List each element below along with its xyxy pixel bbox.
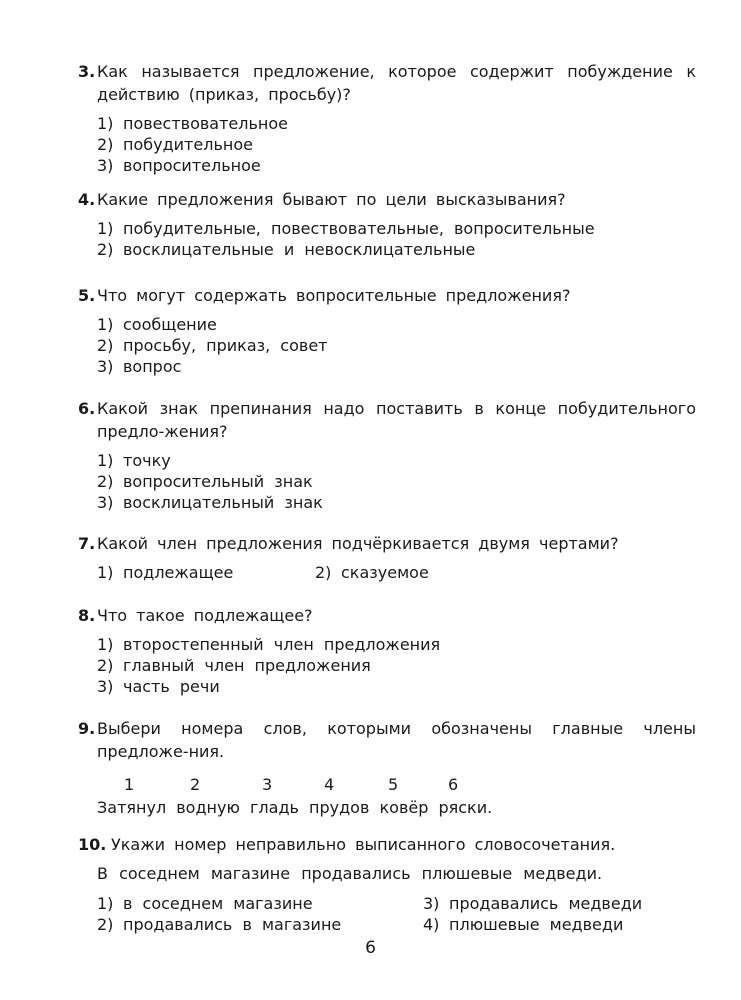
option[interactable]: 2) побудительное <box>97 135 253 154</box>
option[interactable]: 3) часть речи <box>97 677 220 696</box>
question-text: 10. Укажи номер неправильно выписанного словосочетания. <box>78 835 616 854</box>
word-number: 6 <box>448 775 459 794</box>
question-6 <box>78 397 696 513</box>
word-numbers <box>78 775 696 797</box>
question-text: 9. Выбери номера слов, которыми обозначены главные члены предложе-ния. <box>78 719 696 761</box>
word-number: 3 <box>262 775 273 794</box>
question-8 <box>78 604 696 697</box>
options-list <box>78 113 696 176</box>
option[interactable]: 1) точку <box>97 451 171 470</box>
word-number: 4 <box>324 775 335 794</box>
option[interactable]: 2) главный член предложения <box>97 656 371 675</box>
question-7 <box>78 532 696 583</box>
option[interactable]: 1) подлежащее <box>97 563 234 582</box>
option[interactable]: 3) продавались медведи <box>423 894 643 913</box>
question-number: 10. <box>78 835 107 854</box>
option[interactable]: 2) продавались в магазине <box>97 915 342 934</box>
question-number: 3. <box>78 62 96 81</box>
options-list <box>78 893 696 935</box>
question-10 <box>78 833 696 935</box>
option[interactable]: 2) вопросительный знак <box>97 472 313 491</box>
question-text: 7. Какой член предложения подчёркивается двумя чертами? <box>78 534 619 553</box>
question-number: 7. <box>78 534 96 553</box>
word-number: 5 <box>388 775 399 794</box>
option[interactable]: 3) вопрос <box>97 357 182 376</box>
options-list <box>78 450 696 513</box>
question-9 <box>78 717 696 819</box>
options-list <box>78 562 696 583</box>
question-number: 4. <box>78 190 96 209</box>
option[interactable]: 1) сообщение <box>97 315 217 334</box>
question-text: 3. Как называется предложение, которое содержит побуждение к действию (приказ, просьбу)? <box>78 62 696 104</box>
option[interactable]: 3) вопросительное <box>97 156 261 175</box>
question-text: 6. Какой знак препинания надо поставить в конце побудительного предло-жения? <box>78 399 696 441</box>
question-number: 5. <box>78 286 96 305</box>
option[interactable]: 2) восклицательные и невосклицательные <box>97 240 476 259</box>
question-number: 8. <box>78 606 96 625</box>
option[interactable]: 2) просьбу, приказ, совет <box>97 336 328 355</box>
option[interactable]: 4) плюшевые медведи <box>423 915 624 934</box>
question-3 <box>78 60 696 176</box>
question-number: 6. <box>78 399 96 418</box>
option[interactable]: 1) второстепенный член предложения <box>97 635 441 654</box>
option[interactable]: 2) сказуемое <box>315 563 429 582</box>
option[interactable]: 1) повествовательное <box>97 114 289 133</box>
page-number: 6 <box>365 938 376 958</box>
question-5 <box>78 284 696 377</box>
option[interactable]: 3) восклицательный знак <box>97 493 323 512</box>
word-number: 1 <box>124 775 135 794</box>
option[interactable]: 1) в соседнем магазине <box>97 894 313 913</box>
question-4 <box>78 188 696 260</box>
question-text: 4. Какие предложения бывают по цели высказывания? <box>78 190 566 209</box>
question-text: 8. Что такое подлежащее? <box>78 606 313 625</box>
options-list <box>78 218 696 260</box>
word-number: 2 <box>190 775 201 794</box>
question-number: 9. <box>78 719 96 738</box>
numbered-sentence: Затянул водную гладь прудов ковёр ряски. <box>97 798 493 817</box>
given-sentence: В соседнем магазине продавались плюшевые медведи. <box>97 864 603 883</box>
question-text: 5. Что могут содержать вопросительные предложения? <box>78 286 571 305</box>
option[interactable]: 1) побудительные, повествовательные, вопросительные <box>97 219 595 238</box>
options-list <box>78 634 696 697</box>
options-list <box>78 314 696 377</box>
